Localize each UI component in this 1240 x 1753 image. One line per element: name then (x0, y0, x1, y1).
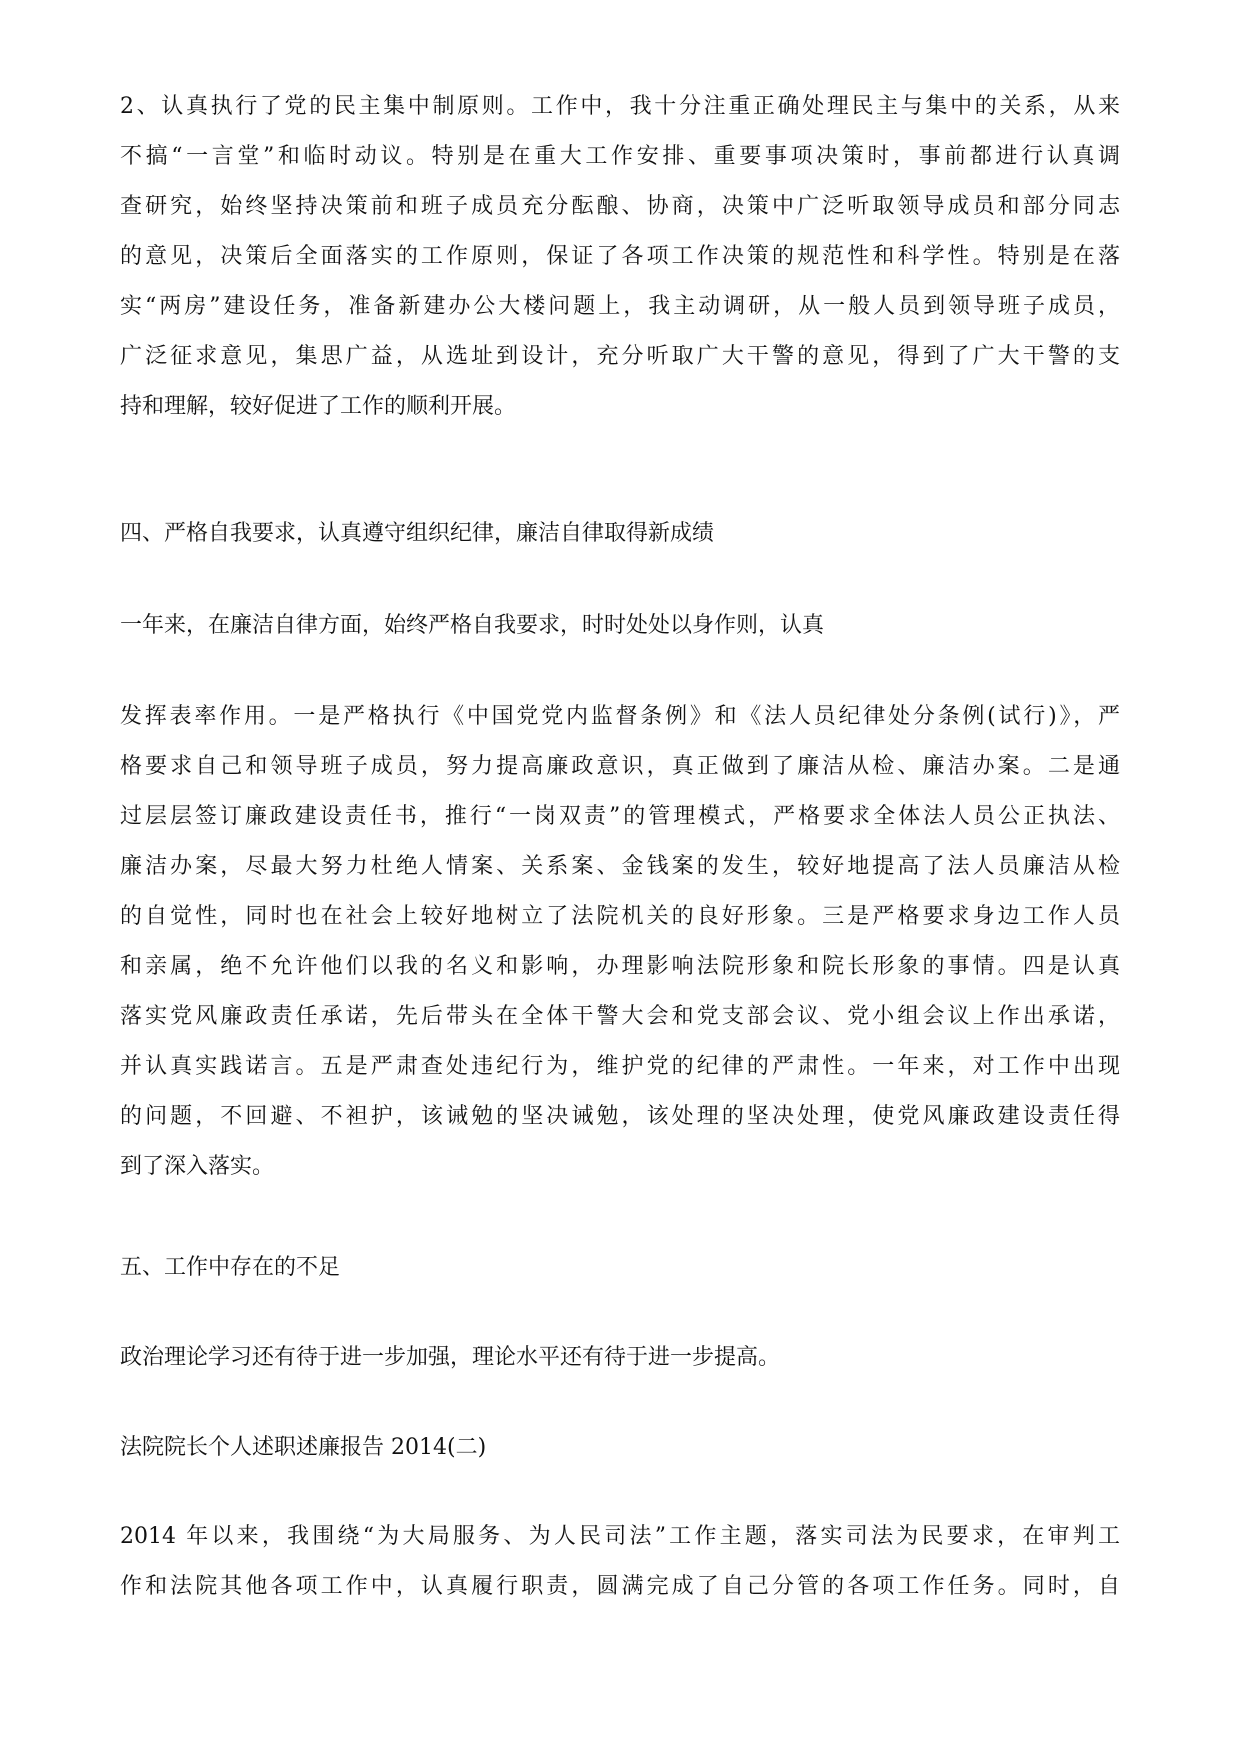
section-heading-four: 四、严格自我要求，认真遵守组织纪律，廉洁自律取得新成绩 (120, 521, 715, 546)
text-line: 和亲属，绝不允许他们以我的名义和影响，办理影响法院形象和院长形象的事情。四是认真 (120, 954, 1120, 979)
text-line: 格要求自己和领导班子成员，努力提高廉政意识，真正做到了廉洁从检、廉洁办案。二是通 (120, 754, 1120, 779)
section-heading-five: 五、工作中存在的不足 (120, 1255, 341, 1280)
text-line: 作和法院其他各项工作中，认真履行职责，圆满完成了自己分管的各项工作任务。同时，自 (120, 1574, 1120, 1599)
text-line: 并认真实践诺言。五是严肃查处违纪行为，维护党的纪律的严肃性。一年来，对工作中出现 (120, 1054, 1120, 1079)
report-title: 法院院长个人述职述廉报告 2014(二) (120, 1435, 487, 1460)
paragraph-2014-intro (120, 1512, 1120, 1612)
text-line: 2014 年以来，我围绕“为大局服务、为人民司法”工作主题，落实司法为民要求，在审判工 (120, 1524, 1120, 1549)
text-line: 的意见，决策后全面落实的工作原则，保证了各项工作决策的规范性和科学性。特别是在落 (120, 244, 1120, 269)
text-line: 持和理解，较好促进了工作的顺利开展。 (120, 394, 517, 419)
paragraph-shortcomings: 政治理论学习还有待于进一步加强，理论水平还有待于进一步提高。 (120, 1345, 781, 1370)
text-line: 的自觉性，同时也在社会上较好地树立了法院机关的良好形象。三是严格要求身边工作人员 (120, 904, 1120, 929)
text-line: 不搞“一言堂”和临时动议。特别是在重大工作安排、重要事项决策时，事前都进行认真调 (120, 144, 1120, 169)
text-line: 到了深入落实。 (120, 1154, 275, 1179)
text-line: 广泛征求意见，集思广益，从选址到设计，充分听取广大干警的意见，得到了广大干警的支 (120, 344, 1120, 369)
paragraph-democratic-centralism (120, 82, 1120, 432)
text-line: 2、认真执行了党的民主集中制原则。工作中，我十分注重正确处理民主与集中的关系，从来 (120, 94, 1120, 119)
text-line: 查研究，始终坚持决策前和班子成员充分酝酿、协商，决策中广泛听取领导成员和部分同志 (120, 194, 1120, 219)
paragraph-integrity-intro: 一年来，在廉洁自律方面，始终严格自我要求，时时处处以身作则，认真 (120, 613, 825, 638)
text-line: 发挥表率作用。一是严格执行《中国党党内监督条例》和《法人员纪律处分条例(试行)》，严 (120, 704, 1120, 729)
text-line: 的问题，不回避、不袒护，该诫勉的坚决诫勉，该处理的坚决处理，使党风廉政建设责任得 (120, 1104, 1120, 1129)
text-line: 廉洁办案，尽最大努力杜绝人情案、关系案、金钱案的发生，较好地提高了法人员廉洁从检 (120, 854, 1120, 879)
text-line: 实“两房”建设任务，准备新建办公大楼问题上，我主动调研，从一般人员到领导班子成员， (120, 294, 1120, 319)
paragraph-integrity-details (120, 692, 1120, 1192)
text-line: 过层层签订廉政建设责任书，推行“一岗双责”的管理模式，严格要求全体法人员公正执法、 (120, 804, 1120, 829)
text-line: 落实党风廉政责任承诺，先后带头在全体干警大会和党支部会议、党小组会议上作出承诺， (120, 1004, 1120, 1029)
